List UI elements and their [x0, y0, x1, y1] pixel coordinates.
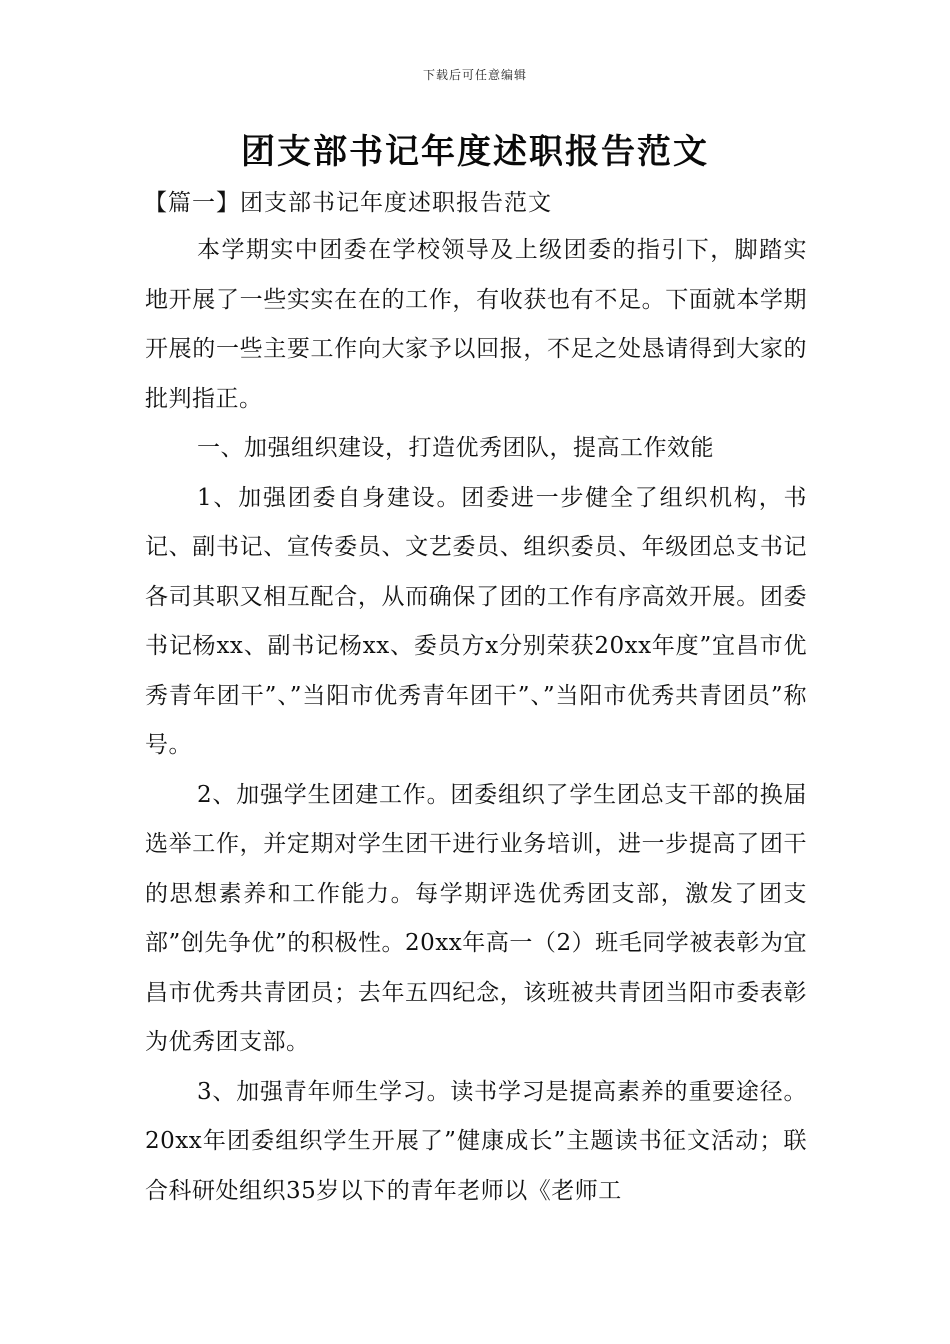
paragraph-item-2: 2、加强学生团建工作。团委组织了学生团总支干部的换届选举工作，并定期对学生团干进行业务培训，进一步提高了团干的思想素养和工作能力。每学期评选优秀团支部，激发了团支部”创先争优”的积极性。20xx年高一（2）班毛同学被表彰为宜昌市优秀共青团员；去年五四纪念，该班被共青团当阳市委表彰为优秀团支部。	[145, 781, 807, 1055]
header-note: 下载后可任意编辑	[422, 68, 527, 82]
paragraph-intro: 本学期实中团委在学校领导及上级团委的指引下，脚踏实地开展了一些实实在在的工作，有收获也有不足。下面就本学期开展的一些主要工作向大家予以回报，不足之处恳请得到大家的批判指正。	[145, 237, 807, 412]
paragraph-item-1: 1、加强团委自身建设。团委进一步健全了组织机构，书记、副书记、宣传委员、文艺委员、组织委员、年级团总支书记各司其职又相互配合，从而确保了团的工作有序高效开展。团委书记杨xx、副书记杨xx、委员方x分别荣获20xx年度”宜昌市优秀青年团干”、”当阳市优秀青年团干”、”当阳市优秀共青团员”称号。	[145, 484, 807, 758]
document-title: 团支部书记年度述职报告范文	[241, 132, 709, 172]
document-body	[145, 226, 807, 1216]
section-heading: 【篇一】团支部书记年度述职报告范文	[144, 190, 552, 216]
paragraph-heading-1: 一、加强组织建设，打造优秀团队，提高工作效能	[197, 435, 714, 461]
paragraph-item-3: 3、加强青年师生学习。读书学习是提高素养的重要途径。20xx年团委组织学生开展了”健康成长”主题读书征文活动；联合科研处组织35岁以下的青年老师以《老师工	[145, 1078, 807, 1204]
